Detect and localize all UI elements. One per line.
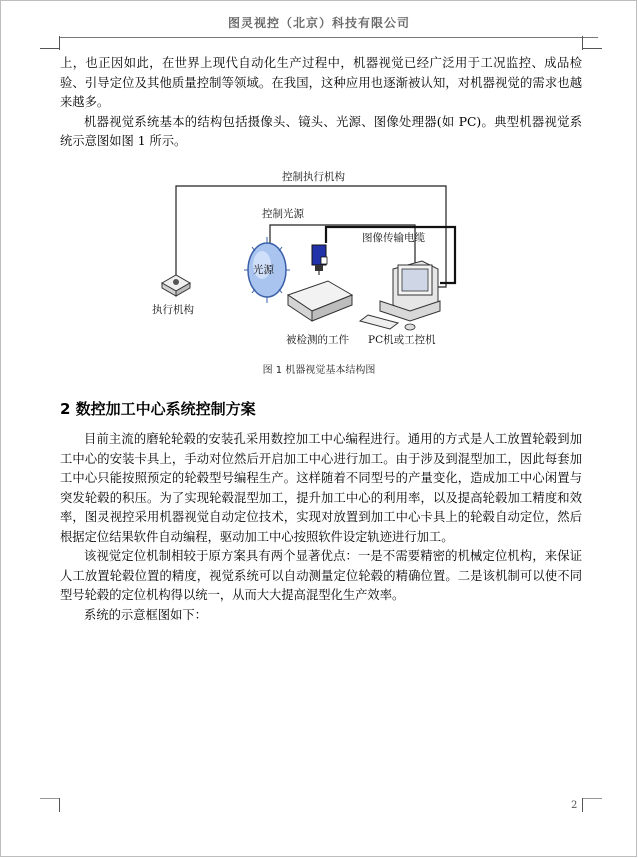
label-actuator: 执行机构 (152, 304, 194, 316)
section-body (60, 430, 582, 625)
page-header-company: 图灵视控（北京）科技有限公司 (227, 16, 410, 30)
intro-text (60, 54, 582, 152)
crop-mark (582, 48, 602, 49)
footer-rule (40, 798, 60, 799)
paragraph: 系统的示意框图如下： (84, 607, 207, 622)
actuator-icon (162, 275, 190, 296)
label-light-source: 光源 (253, 264, 274, 276)
control-light-line (270, 225, 415, 265)
page-number: 2 (571, 800, 578, 811)
label-pc: PC机或工控机 (368, 334, 436, 346)
camera-icon (312, 245, 327, 275)
workpiece-icon (288, 281, 352, 321)
crop-mark (582, 798, 583, 812)
label-image-cable: 图像传输电缆 (362, 232, 425, 244)
figure-caption: 图 1 机器视觉基本结构图 (262, 365, 376, 376)
label-control-actuator: 控制执行机构 (282, 171, 345, 183)
label-workpiece: 被检测的工件 (286, 334, 349, 346)
figure-diagram (140, 165, 480, 355)
label-control-light: 控制光源 (262, 208, 304, 220)
paragraph: 该视觉定位机制相较于原方案具有两个显著优点：一是不需要精密的机械定位机构，来保证人工放置轮毂位置的精度，视觉系统可以自动测量定位轮毂的精确位置。二是该机制可以使不同型号轮毂的定位机构得以统一，从而大大提高混型化生产效率。 (60, 549, 582, 602)
paragraph: 上，也正因如此，在世界上现代自动化生产过程中，机器视觉已经广泛用于工况监控、成品检验、引导定位及其他质量控制等领域。在我国，这种应用也逐渐被认知，对机器视觉的需求也越来越多。 (60, 56, 582, 109)
crop-mark (59, 798, 60, 812)
pc-icon (360, 261, 440, 330)
footer-rule (582, 798, 602, 799)
paragraph: 机器视觉系统基本的结构包括摄像头、镜头、光源、图像处理器(如 PC)。典型机器视觉系统示意图如图 1 所示。 (60, 114, 582, 148)
paragraph: 目前主流的磨轮轮毂的安装孔采用数控加工中心编程进行。通用的方式是人工放置轮毂到加工中心的安装卡具上，手动对位然后开启加工中心进行加工。由于涉及到混型加工，因此每套加工中心只能按照预定的轮毂型号编程生产。这样随着不同型号的产量变化，造成加工中心闲置与突发轮毂的积压。为了实现轮毂混型加工，提升加工中心的利用率，以及提高轮毂加工精度和效率，图灵视控采用机器视觉自动定位技术，实现对放置到加工中心卡具上的轮毂自动定位，然后根据定位结果软件自动编程，驱动加工中心按照软件设定轨迹进行加工。 (60, 432, 582, 544)
section-heading: 2 数控加工中心系统控制方案 (60, 400, 256, 418)
crop-mark (40, 48, 60, 49)
header-rule (60, 37, 598, 38)
machine-vision-figure (140, 165, 480, 355)
